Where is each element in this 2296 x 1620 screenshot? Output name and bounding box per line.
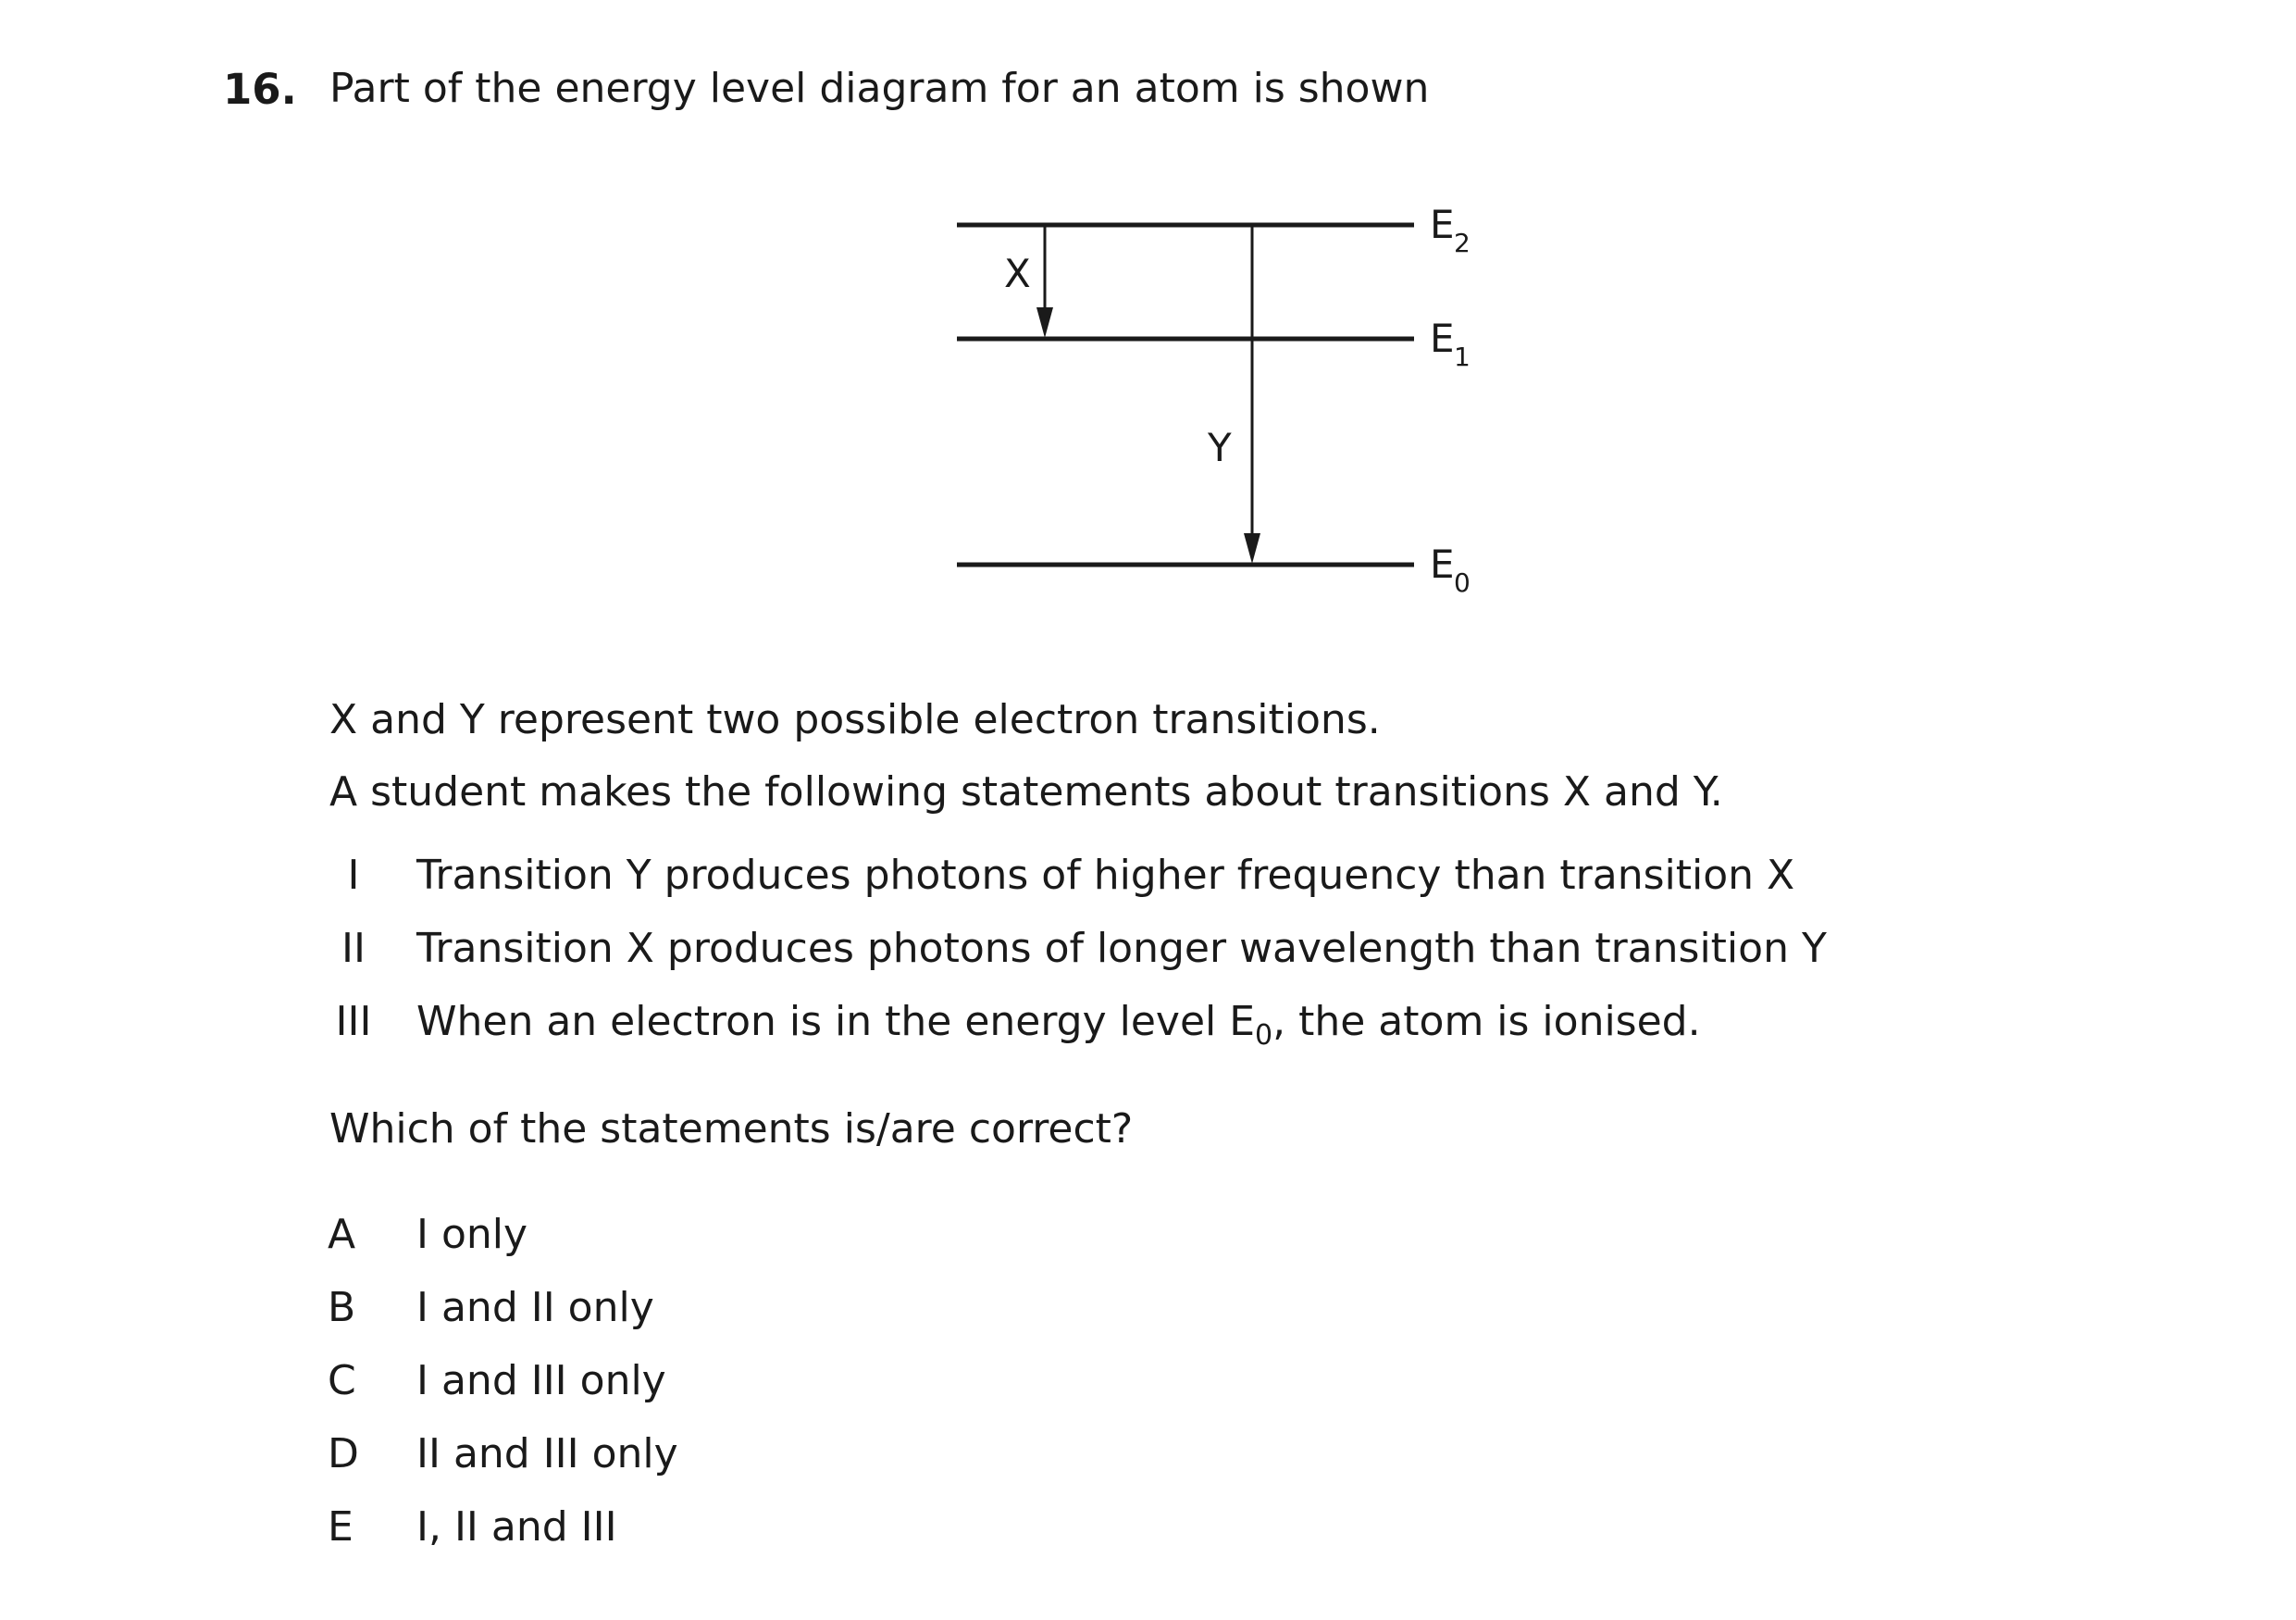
option-c-letter: C	[328, 1357, 356, 1404]
transition-y-label: Y	[1208, 425, 1232, 470]
question-stem: Part of the energy level diagram for an atom is shown	[329, 65, 1430, 112]
statement-3-subscript: 0	[1255, 1019, 1273, 1052]
level-e2-label: E	[1430, 202, 1455, 247]
question-prompt: Which of the statements is/are correct?	[329, 1105, 1134, 1153]
level-e2-subscript: 2	[1454, 228, 1471, 258]
option-b-letter: B	[328, 1284, 356, 1331]
option-c-text: I and III only	[416, 1357, 666, 1404]
question-number: 16.	[223, 65, 297, 114]
intro-line-2: A student makes the following statements about transitions X and Y.	[329, 768, 1723, 816]
option-d-letter: D	[328, 1430, 359, 1477]
level-e0-label: E	[1430, 542, 1455, 587]
statement-3-after: , the atom is ionised.	[1272, 998, 1701, 1045]
level-e0-subscript: 0	[1454, 567, 1471, 598]
statement-text-1: Transition Y produces photons of higher frequency than transition X	[416, 852, 1795, 899]
option-d-text: II and III only	[416, 1430, 678, 1477]
statement-numeral-3: III	[335, 998, 372, 1045]
option-e-text: I, II and III	[416, 1503, 617, 1551]
option-e-letter: E	[328, 1503, 354, 1551]
option-a-letter: A	[328, 1211, 356, 1258]
statement-text-2: Transition X produces photons of longer wavelength than transition Y	[416, 925, 1827, 972]
level-e1-label: E	[1430, 316, 1455, 361]
option-a-text: I only	[416, 1211, 528, 1258]
statement-text-3	[416, 998, 1701, 1052]
energy-level-diagram	[925, 176, 1518, 639]
level-e1-subscript: 1	[1454, 342, 1471, 372]
option-b-text: I and II only	[416, 1284, 654, 1331]
statement-3-before: When an electron is in the energy level E	[416, 998, 1256, 1045]
transition-x-label: X	[1004, 251, 1031, 296]
intro-line-1: X and Y represent two possible electron transitions.	[329, 696, 1381, 743]
statement-numeral-2: II	[341, 925, 366, 972]
statement-numeral-1: I	[347, 852, 360, 899]
